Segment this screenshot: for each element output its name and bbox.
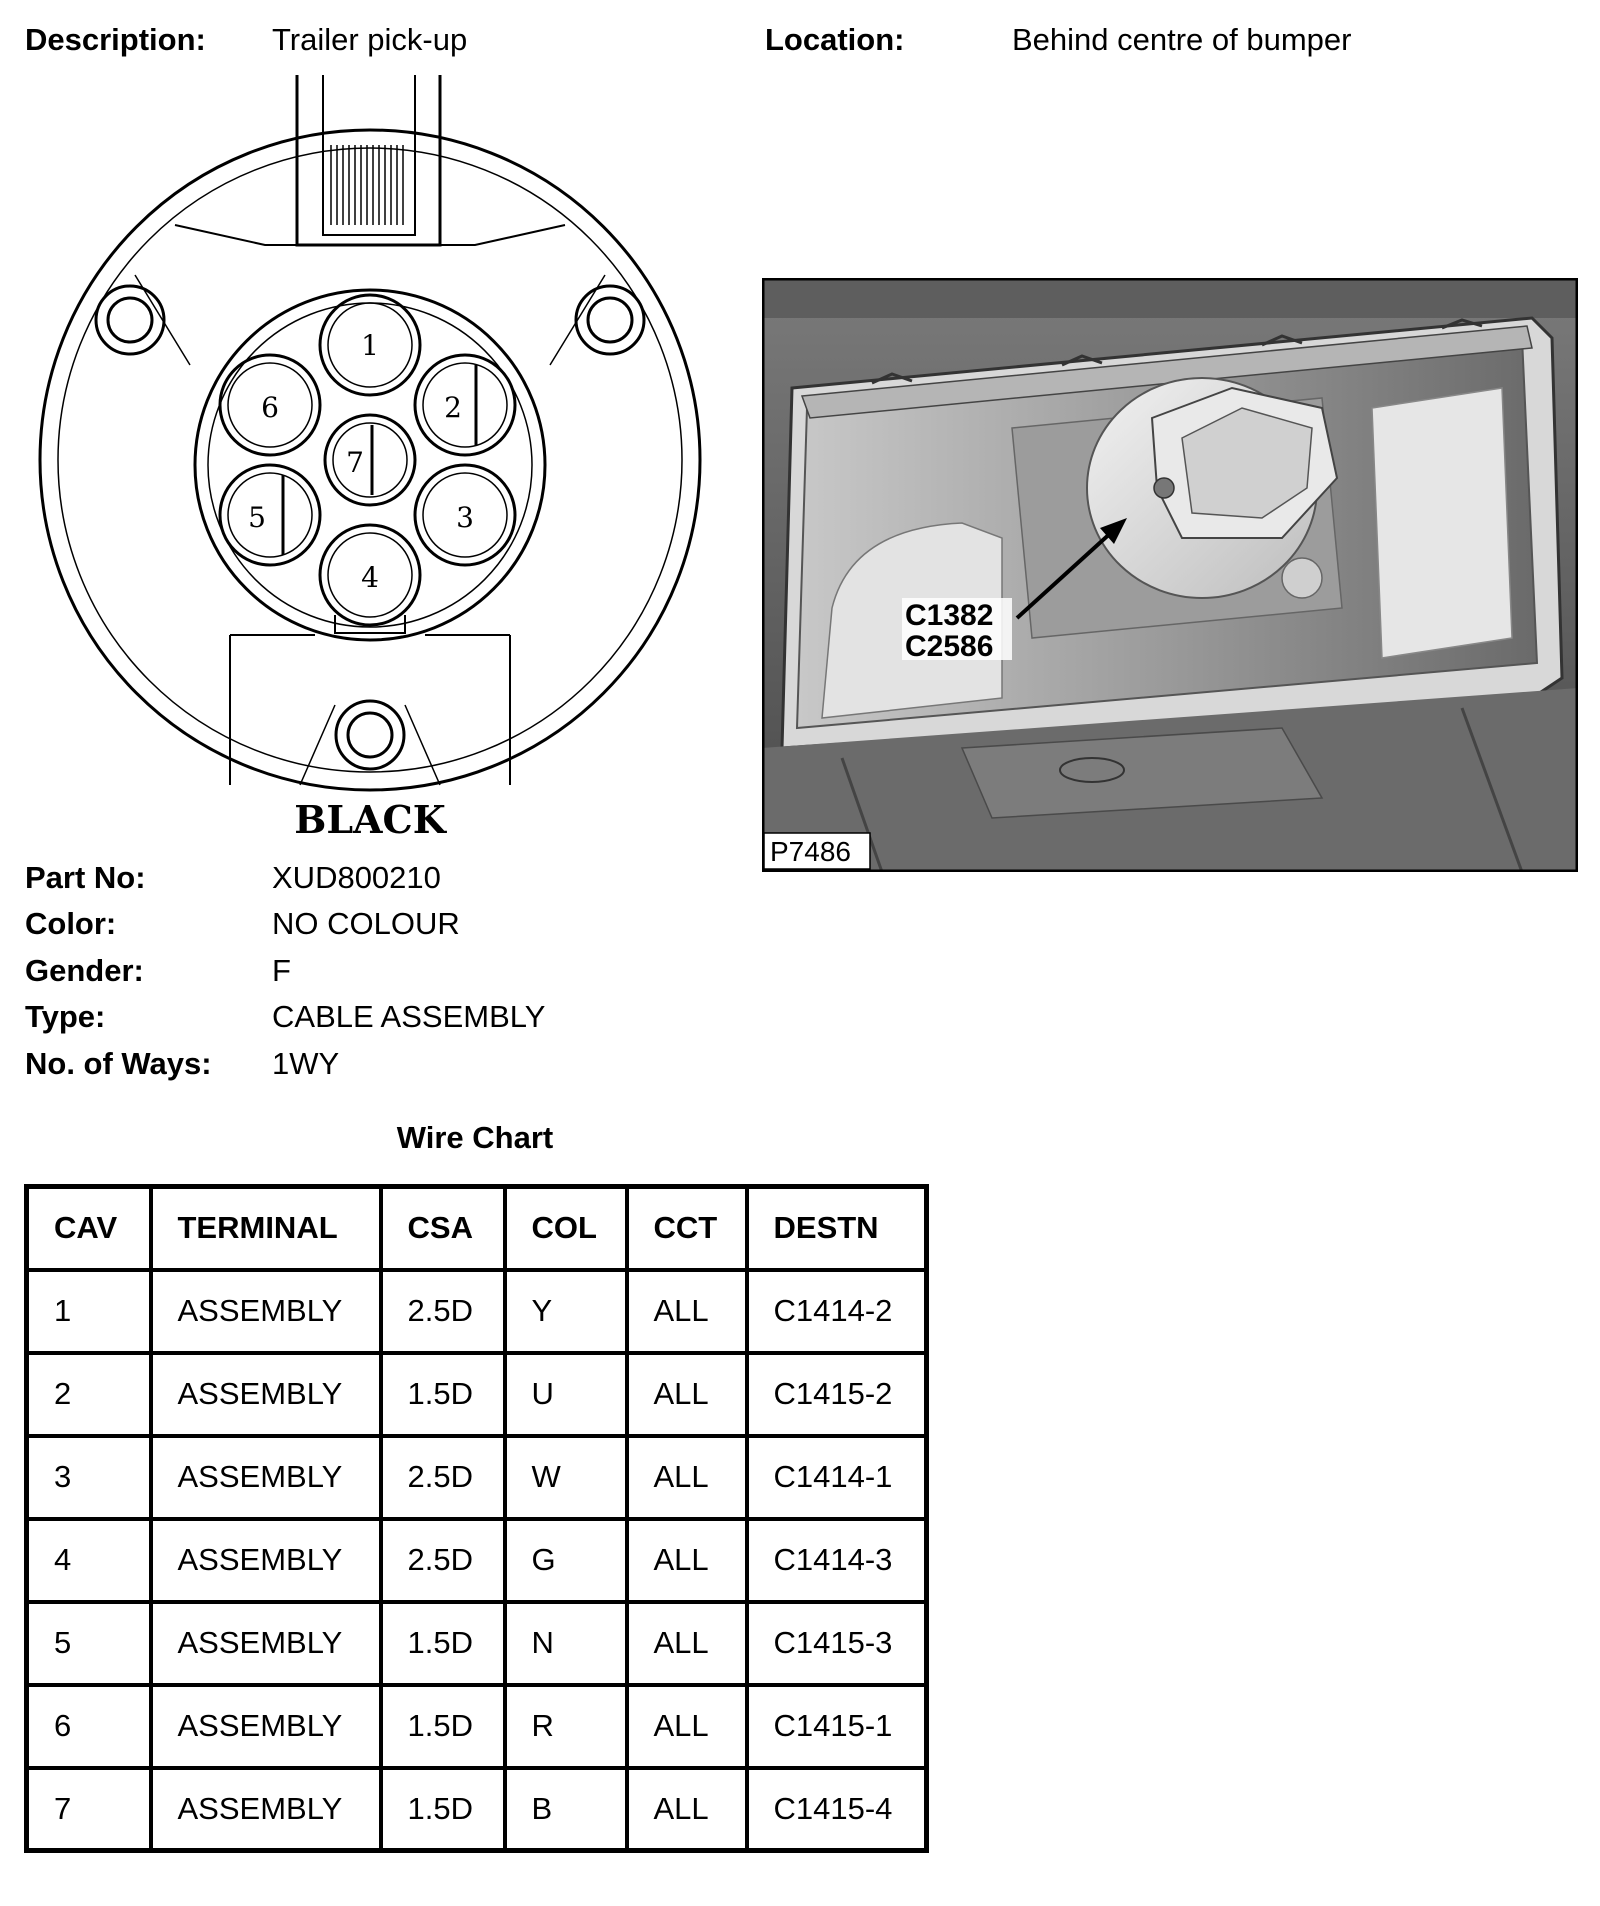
pin-label-4: 4: [361, 561, 379, 594]
location-photo: [762, 278, 1578, 872]
location-value: Behind centre of bumper: [1012, 22, 1352, 57]
cav-cell: 1: [27, 1270, 151, 1353]
spec-label: No. of Ways:: [25, 1046, 212, 1081]
spec-label: Type:: [25, 999, 106, 1034]
column-header-cct: CCT: [627, 1187, 747, 1270]
destn-cell: C1415-1: [747, 1685, 927, 1768]
column-header-cav: CAV: [27, 1187, 151, 1270]
connector-outer-ring: [40, 130, 700, 790]
photo-ref-label: P7486: [770, 836, 851, 867]
csa-cell: 2.5D: [381, 1519, 505, 1602]
description-label: Description:: [25, 22, 206, 57]
terminal-cell: ASSEMBLY: [151, 1685, 381, 1768]
table-row: [27, 1768, 927, 1851]
pin-7: [325, 415, 415, 505]
connector-color-text: BLACK: [294, 797, 446, 842]
cav-cell: 7: [27, 1768, 151, 1851]
wire-chart-title: Wire Chart: [396, 1120, 554, 1155]
spec-label: Color:: [25, 906, 117, 941]
table-row: [27, 1685, 927, 1768]
table-row: [27, 1602, 927, 1685]
destn-cell: C1415-3: [747, 1602, 927, 1685]
table-row: [27, 1519, 927, 1602]
wire-chart-table: [24, 1184, 929, 1853]
pin-label-6: 6: [261, 391, 279, 424]
column-header-col: COL: [505, 1187, 627, 1270]
spec-label: Gender:: [25, 953, 144, 988]
terminal-cell: ASSEMBLY: [151, 1519, 381, 1602]
terminal-cell: ASSEMBLY: [151, 1602, 381, 1685]
column-header-destn: DESTN: [747, 1187, 927, 1270]
col-cell: U: [505, 1353, 627, 1436]
col-cell: W: [505, 1436, 627, 1519]
destn-cell: C1415-4: [747, 1768, 927, 1851]
cct-cell: ALL: [627, 1602, 747, 1685]
destn-cell: C1415-2: [747, 1353, 927, 1436]
cav-cell: 3: [27, 1436, 151, 1519]
pin-label-5: 5: [248, 501, 266, 534]
mount-hole-right: [576, 286, 644, 354]
callout-c1382: C1382: [905, 599, 994, 632]
cct-cell: ALL: [627, 1685, 747, 1768]
col-cell: B: [505, 1768, 627, 1851]
column-header-terminal: TERMINAL: [151, 1187, 381, 1270]
col-cell: R: [505, 1685, 627, 1768]
cable-grip-hatching: [331, 145, 403, 225]
col-cell: Y: [505, 1270, 627, 1353]
location-label: Location:: [765, 22, 905, 57]
terminal-cell: ASSEMBLY: [151, 1270, 381, 1353]
csa-cell: 2.5D: [381, 1436, 505, 1519]
destn-cell: C1414-1: [747, 1436, 927, 1519]
description-value: Trailer pick-up: [272, 22, 468, 57]
col-cell: G: [505, 1519, 627, 1602]
destn-cell: C1414-2: [747, 1270, 927, 1353]
spec-label: Part No:: [25, 860, 146, 895]
spec-value: CABLE ASSEMBLY: [272, 999, 546, 1034]
pin-label-2: 2: [444, 391, 462, 424]
pin-2: [415, 355, 515, 455]
terminal-cell: ASSEMBLY: [151, 1436, 381, 1519]
csa-cell: 1.5D: [381, 1768, 505, 1851]
table-header-row: [27, 1187, 927, 1270]
pin-label-1: 1: [361, 329, 379, 362]
cct-cell: ALL: [627, 1519, 747, 1602]
spec-value: 1WY: [272, 1046, 340, 1081]
callout-c2586: C2586: [905, 630, 994, 663]
pin-label-7: 7: [346, 446, 364, 479]
col-cell: N: [505, 1602, 627, 1685]
csa-cell: 1.5D: [381, 1685, 505, 1768]
connector-face-diagram: [25, 75, 715, 845]
table-row: [27, 1353, 927, 1436]
terminal-cell: ASSEMBLY: [151, 1768, 381, 1851]
pin-label-3: 3: [456, 501, 474, 534]
spec-value: F: [272, 953, 291, 988]
csa-cell: 1.5D: [381, 1602, 505, 1685]
cct-cell: ALL: [627, 1353, 747, 1436]
mount-hole-bottom: [336, 701, 404, 769]
csa-cell: 1.5D: [381, 1353, 505, 1436]
spec-value: NO COLOUR: [272, 906, 460, 941]
destn-cell: C1414-3: [747, 1519, 927, 1602]
table-row: [27, 1270, 927, 1353]
cct-cell: ALL: [627, 1768, 747, 1851]
cct-cell: ALL: [627, 1270, 747, 1353]
csa-cell: 2.5D: [381, 1270, 505, 1353]
cav-cell: 4: [27, 1519, 151, 1602]
pin-5: [220, 465, 320, 565]
cav-cell: 6: [27, 1685, 151, 1768]
column-header-csa: CSA: [381, 1187, 505, 1270]
cav-cell: 2: [27, 1353, 151, 1436]
cct-cell: ALL: [627, 1436, 747, 1519]
mount-hole-left: [96, 286, 164, 354]
table-row: [27, 1436, 927, 1519]
cav-cell: 5: [27, 1602, 151, 1685]
spec-value: XUD800210: [272, 860, 441, 895]
terminal-cell: ASSEMBLY: [151, 1353, 381, 1436]
